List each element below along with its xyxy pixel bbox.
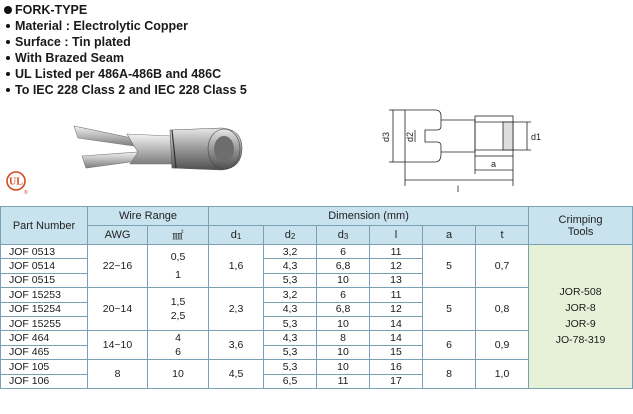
spec-table <box>0 206 632 389</box>
product-title <box>4 2 247 18</box>
t-header: t <box>476 226 529 245</box>
svg-text:®: ® <box>24 190 28 196</box>
d3-label: d3 <box>381 131 391 142</box>
fork-terminal-photo <box>72 108 250 188</box>
a-header: a <box>423 226 476 245</box>
spec-header <box>4 2 247 98</box>
bullet-icon <box>6 72 10 76</box>
table-row: JOF 0514 4,3 6,8 12 <box>1 259 633 273</box>
dimension-drawing <box>375 92 575 197</box>
d3-header: d3 <box>317 226 370 245</box>
dimension-table <box>0 206 633 389</box>
awg-header: AWG <box>88 226 148 245</box>
table-row: JOF 465 5,3 10 15 <box>1 345 633 359</box>
a-label: a <box>491 159 497 169</box>
bullet-icon <box>6 24 10 28</box>
table-row: JOF 105 8 10 4,5 5,3 10 16 8 1,0 <box>1 360 633 374</box>
d2-header: d2 <box>264 226 317 245</box>
table-row: JOF 464 14~10 4 6 3,6 4,3 8 14 6 0,9 <box>1 331 633 345</box>
spec-list <box>4 18 247 98</box>
bullet-icon <box>6 56 10 60</box>
mm2-header: ㎟ <box>148 226 209 245</box>
crimping-tools-header: Crimping Tools <box>529 207 633 245</box>
spec-item: With Brazed Seam <box>4 50 247 66</box>
ul-logo-text: UL <box>9 176 23 188</box>
spec-item: Surface : Tin plated <box>4 34 247 50</box>
d2-label: d2 <box>405 131 415 142</box>
wire-range-header: Wire Range <box>88 207 209 226</box>
l-label: l <box>457 184 459 194</box>
bullet-icon <box>6 88 10 92</box>
dimension-header: Dimension (mm) <box>209 207 529 226</box>
product-title-text: FORK-TYPE <box>15 3 88 17</box>
spec-item: Material : Electrolytic Copper <box>4 18 247 34</box>
table-row: JOF 15255 5,3 10 14 <box>1 316 633 330</box>
table-row: JOF 15254 4,3 6,8 12 <box>1 302 633 316</box>
bullet-icon <box>6 40 10 44</box>
d1-header: d1 <box>209 226 264 245</box>
table-row: JOF 0515 5,3 10 13 <box>1 273 633 287</box>
ul-logo-icon <box>5 170 27 196</box>
table-row: JOF 106 6,5 11 17 <box>1 374 633 388</box>
table-row: JOF 0513 22~16 0,5 1 1,6 3,2 6 11 5 0,7 JOR-508 JOR-8 JOR-9 JO-78-319 <box>1 245 633 259</box>
part-number-header: Part Number <box>1 207 88 245</box>
bullet-dot-icon <box>4 6 12 14</box>
spec-item: To IEC 228 Class 2 and IEC 228 Class 5 <box>4 82 247 98</box>
d1-label: d1 <box>531 132 542 142</box>
table-row: JOF 15253 20~14 1,5 2,5 2,3 3,2 6 11 5 0,8 <box>1 288 633 302</box>
l-header: l <box>370 226 423 245</box>
spec-item: UL Listed per 486A-486B and 486C <box>4 66 247 82</box>
crimping-tools-cell: JOR-508 JOR-8 JOR-9 JO-78-319 <box>529 245 633 389</box>
